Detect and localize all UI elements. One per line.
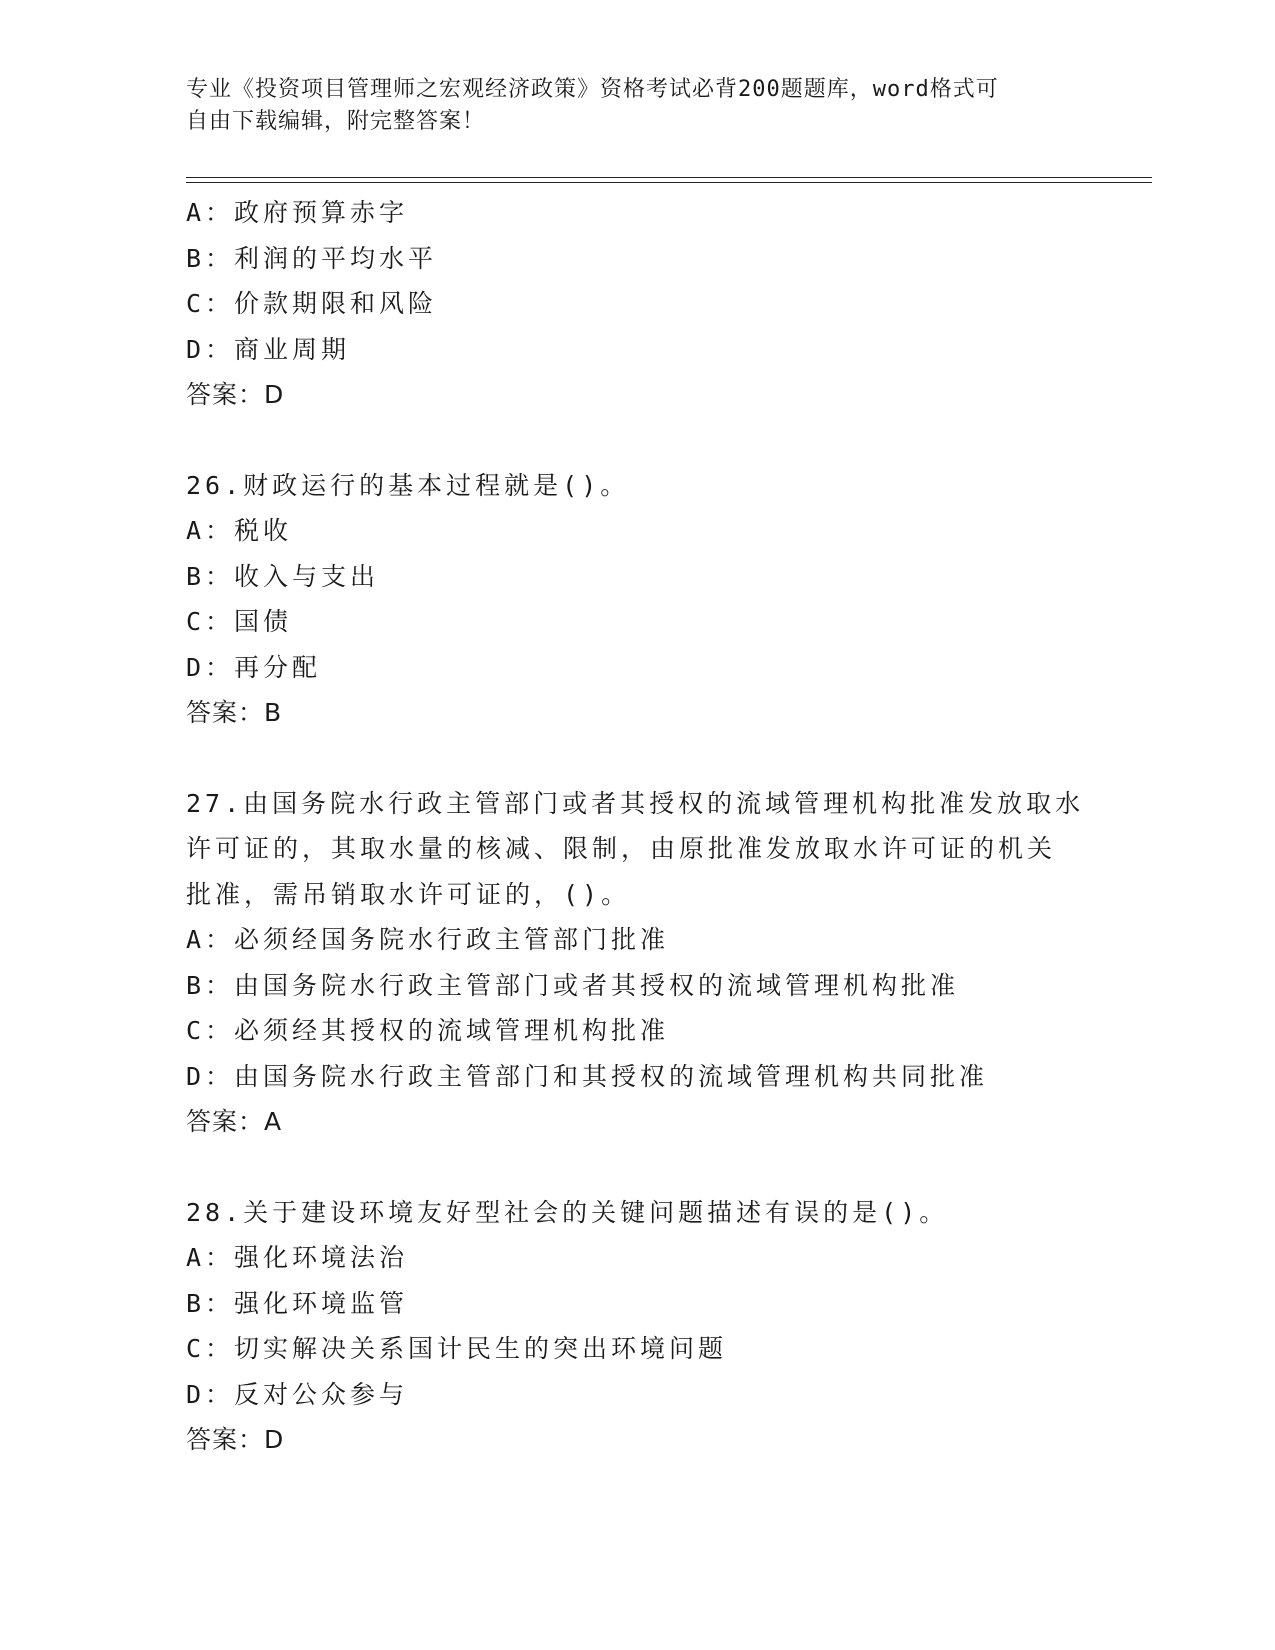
option-d: D：由国务院水行政主管部门和其授权的流域管理机构共同批准: [186, 1061, 989, 1091]
spacer: [186, 736, 1166, 781]
question-stem-line-3: 批准，需吊销取水许可证的，()。: [186, 879, 631, 909]
header-rule-top: [186, 177, 1152, 178]
option-b: B：强化环境监管: [186, 1288, 409, 1318]
header-title-line-2: 自由下载编辑，附完整答案！: [186, 109, 486, 134]
question-26: [186, 463, 1166, 736]
option-a: A：强化环境法治: [186, 1243, 409, 1272]
header-rule-bottom: [186, 182, 1152, 183]
option-a: A：必须经国务院水行政主管部门批准: [186, 925, 670, 954]
option-b: B：由国务院水行政主管部门或者其授权的流域管理机构批准: [186, 970, 960, 1000]
header-title-line-1: 专业《投资项目管理师之宏观经济政策》资格考试必背200题题库，word格式可: [186, 77, 999, 102]
answer-label: 答案：D: [186, 380, 285, 409]
question-stem-line-1: 27.由国务院水行政主管部门或者其授权的流域管理机构批准发放取水: [186, 788, 1085, 818]
option-a: A：政府预算赤字: [186, 198, 409, 227]
question-stem: 28.关于建设环境友好型社会的关键问题描述有误的是()。: [186, 1197, 949, 1227]
option-d: D：反对公众参与: [186, 1379, 409, 1409]
spacer: [186, 418, 1166, 463]
option-a: A：税收: [186, 516, 293, 545]
option-c: C：必须经其授权的流域管理机构批准: [186, 1016, 670, 1045]
option-d: D：商业周期: [186, 334, 351, 364]
question-25: [186, 190, 1166, 418]
question-28: [186, 1190, 1166, 1463]
option-c: C：价款期限和风险: [186, 289, 438, 318]
question-list: [186, 190, 1166, 1463]
option-b: B：利润的平均水平: [186, 243, 438, 273]
question-stem: 26.财政运行的基本过程就是()。: [186, 470, 630, 500]
answer-label: 答案：B: [186, 698, 283, 727]
document-header: [186, 74, 1066, 138]
option-b: B：收入与支出: [186, 561, 380, 591]
option-d: D：再分配: [186, 652, 322, 682]
answer-label: 答案：A: [186, 1107, 283, 1136]
answer-label: 答案：D: [186, 1425, 285, 1454]
spacer: [186, 1145, 1166, 1190]
option-c: C：切实解决关系国计民生的突出环境问题: [186, 1334, 728, 1363]
option-c: C：国债: [186, 607, 293, 636]
question-stem-line-2: 许可证的，其取水量的核减、限制，由原批准发放取水许可证的机关: [186, 834, 1057, 863]
question-27: [186, 781, 1166, 1145]
